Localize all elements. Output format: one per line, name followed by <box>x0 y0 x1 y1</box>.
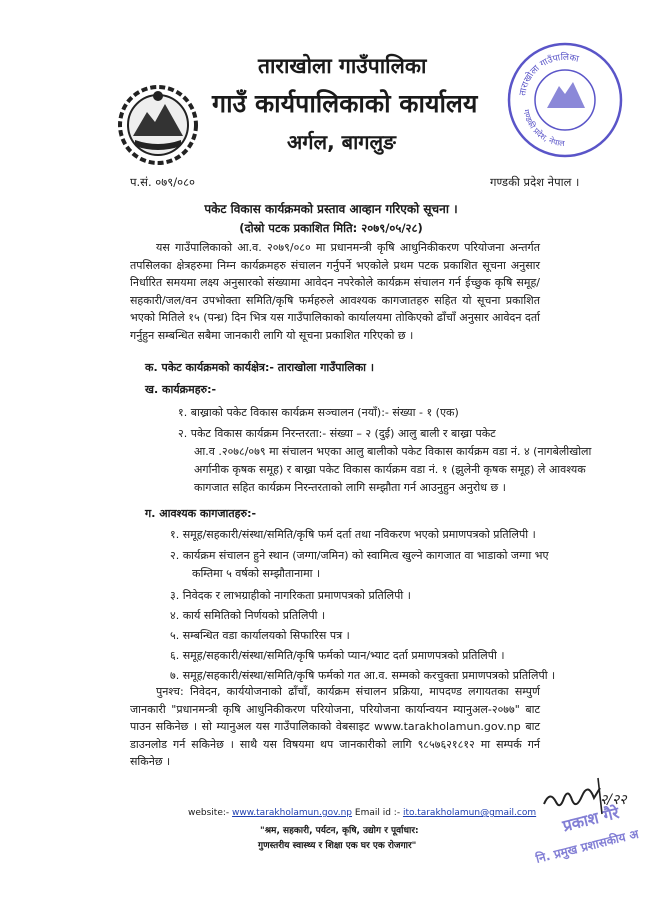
nepal-emblem-icon <box>117 84 199 170</box>
document-item: ५. सम्बन्धित वडा कार्यालयको सिफारिस पत्र । <box>170 629 350 642</box>
footer-contact <box>188 808 536 818</box>
closing-paragraph: पुनश्च: निवेदन, कार्ययोजनाको ढाँचाँ, कार्यक्रम संचालन प्रक्रिया, मापदण्ड लगायतका सम्पुर्ण जानकारी "प्रधानमन्त्री कृषि आधुनिकीकरण परियोजना, परियोजना कार्यान्वयन म्यानुअल-२०७७" बाट पाउन सकिनेछ । सो म्यानुअल यस गाउँपालिकाको वेबसाइट www.tarakholamun.gov.np बाट डाउनलोड गर्न सकिनेछ । साथै यस विषयमा थप जानकारीको लागि ९८५७६२१८१२ मा सम्पर्क गर्न सकिनेछ । <box>130 685 540 768</box>
program-continuation-line: अर्गानीक कृषक समूह) र बाख्रा पकेट विकास कार्यक्रम वडा नं. १ (झुलेनी कृषक समूह) ले आवश्यक <box>194 463 586 476</box>
document-item: ४. कार्य समितिको निर्णयको प्रतिलिपी । <box>170 609 326 622</box>
document-item: ७. समूह/सहकारी/संस्था/समिति/कृषि फर्मको गत आ.व. सम्मको करचुक्ता प्रमाणपत्रको प्रतिलिपी । <box>170 669 556 682</box>
document-item-continuation: कम्तिमा ५ वर्षको सम्झौतानामा । <box>192 567 321 580</box>
document-item: ६. समूह/सहकारी/संस्था/समिति/कृषि फर्मको प्यान/भ्याट दर्ता प्रमाणपत्रको प्रतिलिपी । <box>170 649 505 662</box>
footer-motto-line-1: "श्रम, सहकारी, पर्यटन, कृषि, उद्योग र पूर्वाधार: <box>260 826 419 836</box>
document-item: ३. निवेदक र लाभग्राहीको नागरिकता प्रमाणपत्रको प्रतिलिपी । <box>170 589 411 602</box>
officer-title: नि. प्रमुख प्रशासकीय अ <box>534 826 640 866</box>
municipality-name: ताराखोला गाउँपालिका <box>258 54 427 78</box>
stamp-text-top: ताराखोला गाउँपालिका <box>518 52 580 97</box>
intro-paragraph: यस गाउँपालिकाको आ.व. २०७९/०८० मा प्रधानमन्त्री कृषि आधुनिकीकरण परियोजना अन्तर्गत तपसिलका क्षेत्रहरुमा निम्न कार्यक्रमहरु संचालन गर्नुपर्ने भएकोले प्रथम पटक प्रकाशित सूचना अनुसार निर्धारित समयमा लक्ष्य अनुसारको संख्यामा आवेदन नपरेकोले कार्यक्रम संचालन गर्न ईच्छुक कृषि समूह/सहकारी/जल/वन उपभोक्ता समिति/कृषि फर्महरुले आवश्यक कागजातहरु सहित यो सूचना प्रकाशित भएको मितिले १५ (पन्ध्र) दिन भित्र यस गाउँपालिकाको कार्यालयमा तोकिएको ढाँचाँ अनुसार आवेदन दर्ता गर्नुहुन सम्बन्धित सबैमा जानकारी लागि यो सूचना प्रकाशित गरिएको छ । <box>130 241 540 342</box>
officer-name: प्रकाश गैरे <box>560 802 622 836</box>
section-programs-title: ख. कार्यक्रमहरु:- <box>145 383 217 396</box>
notice-subject: पकेट विकास कार्यक्रमको प्रस्ताव आव्हान गरिएको सूचना । <box>204 202 458 216</box>
email-link[interactable]: ito.tarakholamun@gmail.com <box>402 808 537 818</box>
program-item: २. पकेट विकास कार्यक्रम निरन्तरता:- संख्या – २ (दुई) आलु बाली र बाख्रा पकेट <box>178 427 496 440</box>
office-location: अर्गल, बागलुङ <box>287 130 396 154</box>
section-work-area: क. पकेट कार्यक्रमको कार्यक्षेत्र:- ताराखोला गाउँपालिका । <box>145 361 375 374</box>
document-item: १. समूह/सहकारी/संस्था/समिति/कृषि फर्म दर्ता तथा नविकरण भएको प्रमाणपत्रको प्रतिलिपी । <box>170 528 536 541</box>
reference-number: प.सं. ०७९/०८० <box>130 175 196 189</box>
website-label: website:- <box>188 808 230 818</box>
document-item: २. कार्यक्रम संचालन हुने स्थान (जग्गा/जमिन) को स्वामित्व खुल्ने कागजात वा भाडाको जग्गा भए <box>170 549 549 562</box>
program-item: १. बाख्राको पकेट विकास कार्यक्रम सञ्चालन (नयाँ):- संख्या - १ (एक) <box>178 406 459 419</box>
signature-date: २/२२ <box>600 792 627 808</box>
program-continuation-line: आ.व .२०७८/०७९ मा संचालन भएका आलु बालीको पकेट विकास कार्यक्रम वडा नं. ४ (नागबेलीखोला <box>194 445 592 458</box>
email-label: Email id :- <box>354 808 401 818</box>
province-label: गण्डकी प्रदेश नेपाल । <box>490 175 580 189</box>
footer-motto-line-2: गुणस्तरीय स्वास्थ्य र शिक्षा एक घर एक रोजगार" <box>258 841 417 851</box>
officer-stamp <box>525 796 662 870</box>
stamp-text-bottom: गण्डकी प्रदेश, नेपाल <box>521 108 565 149</box>
office-name: गाउँ कार्यपालिकाको कार्यालय <box>212 89 478 118</box>
published-date: (दोस्रो पटक प्रकाशित मिति: २०७९/०५/२८) <box>239 221 423 235</box>
office-stamp <box>505 40 625 164</box>
website-link[interactable]: www.tarakholamun.gov.np <box>232 808 353 818</box>
section-documents-title: ग. आवश्यक कागजातहरु:- <box>145 507 257 520</box>
program-continuation-line: कागजात सहित कार्यक्रम निरन्तरताको लागि सम्झौता गर्न आउनुहुन अनुरोध छ । <box>194 481 506 494</box>
